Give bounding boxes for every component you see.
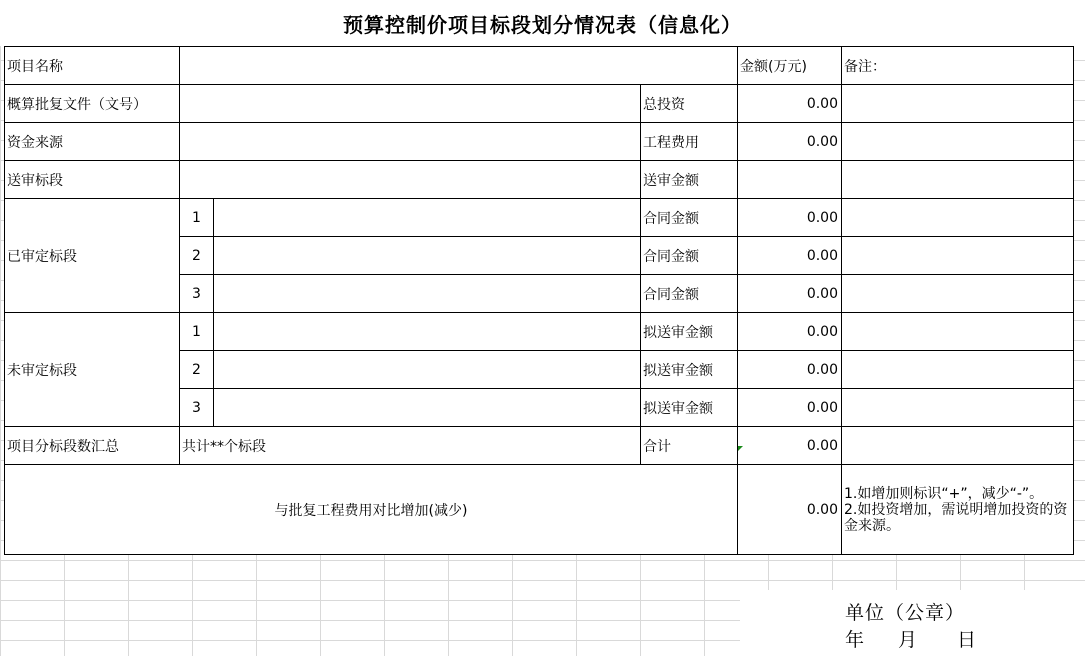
date-day: 日: [957, 629, 977, 651]
label-approval-doc[interactable]: 概算批复文件（文号）: [5, 85, 180, 123]
value-project-name[interactable]: [180, 47, 738, 85]
item-total-investment[interactable]: 总投资: [641, 85, 738, 123]
item-engineering-cost[interactable]: 工程费用: [641, 123, 738, 161]
signature-unit: 单位（公章）: [845, 602, 966, 624]
amount-planned[interactable]: 0.00: [738, 351, 842, 389]
unapproved-index[interactable]: 1: [180, 313, 214, 351]
amount-planned[interactable]: 0.00: [738, 389, 842, 427]
remark-cell[interactable]: [842, 427, 1074, 465]
item-submitted-amount[interactable]: 送审金额: [641, 161, 738, 199]
label-submitted-section[interactable]: 送审标段: [5, 161, 180, 199]
row-summary: [5, 427, 1074, 465]
remark-cell[interactable]: [842, 275, 1074, 313]
amount-comparison[interactable]: 0.00: [738, 465, 842, 555]
remark-cell[interactable]: [842, 389, 1074, 427]
approved-index[interactable]: 2: [180, 237, 214, 275]
row-approved-1: [5, 199, 1074, 237]
item-planned-amount[interactable]: 拟送审金额: [641, 389, 738, 427]
approved-section-name[interactable]: [214, 199, 641, 237]
header-remark[interactable]: 备注：: [842, 47, 1074, 85]
approved-index[interactable]: 3: [180, 275, 214, 313]
amount-planned[interactable]: 0.00: [738, 313, 842, 351]
remark-cell[interactable]: [842, 313, 1074, 351]
budget-table: [4, 46, 1074, 555]
unapproved-section-name[interactable]: [214, 389, 641, 427]
note-comparison[interactable]: 1.如增加则标识“+”，减少“-”。 2.如投资增加，需说明增加投资的资金来源。: [842, 465, 1074, 555]
remark-cell[interactable]: [842, 237, 1074, 275]
remark-cell[interactable]: [842, 199, 1074, 237]
amount-total-investment[interactable]: 0.00: [738, 85, 842, 123]
approved-index[interactable]: 1: [180, 199, 214, 237]
label-fund-source[interactable]: 资金来源: [5, 123, 180, 161]
item-contract-amount[interactable]: 合同金额: [641, 237, 738, 275]
cell-comment-indicator: [738, 446, 743, 451]
unapproved-index[interactable]: 3: [180, 389, 214, 427]
item-contract-amount[interactable]: 合同金额: [641, 275, 738, 313]
item-planned-amount[interactable]: 拟送审金额: [641, 313, 738, 351]
signature-date: [845, 625, 976, 652]
remark-cell[interactable]: [842, 351, 1074, 389]
label-summary[interactable]: 项目分标段数汇总: [5, 427, 180, 465]
date-month: 月: [898, 629, 918, 651]
amount-contract[interactable]: 0.00: [738, 237, 842, 275]
amount-submitted[interactable]: [738, 161, 842, 199]
approved-section-name[interactable]: [214, 275, 641, 313]
amount-engineering-cost[interactable]: 0.00: [738, 123, 842, 161]
header-amount[interactable]: 金额(万元): [738, 47, 842, 85]
label-project-name[interactable]: 项目名称: [5, 47, 180, 85]
unapproved-index[interactable]: 2: [180, 351, 214, 389]
value-approval-doc[interactable]: [180, 85, 641, 123]
value-fund-source[interactable]: [180, 123, 641, 161]
item-contract-amount[interactable]: 合同金额: [641, 199, 738, 237]
value-submitted-section[interactable]: [180, 161, 641, 199]
row-comparison: [5, 465, 1074, 555]
value-summary[interactable]: 共计**个标段: [180, 427, 641, 465]
label-comparison[interactable]: 与批复工程费用对比增加(减少): [5, 465, 738, 555]
label-approved-sections[interactable]: 已审定标段: [5, 199, 180, 313]
remark-cell[interactable]: [842, 85, 1074, 123]
amount-total[interactable]: 0.00: [738, 427, 842, 465]
date-year: 年: [845, 629, 865, 651]
amount-contract[interactable]: 0.00: [738, 199, 842, 237]
unapproved-section-name[interactable]: [214, 313, 641, 351]
row-fund-source: [5, 123, 1074, 161]
item-total[interactable]: 合计: [641, 427, 738, 465]
remark-cell[interactable]: [842, 123, 1074, 161]
row-unapproved-1: [5, 313, 1074, 351]
label-unapproved-sections[interactable]: 未审定标段: [5, 313, 180, 427]
approved-section-name[interactable]: [214, 237, 641, 275]
row-project-name: [5, 47, 1074, 85]
item-planned-amount[interactable]: 拟送审金额: [641, 351, 738, 389]
remark-cell[interactable]: [842, 161, 1074, 199]
row-approval-doc: [5, 85, 1074, 123]
row-submitted-section: [5, 161, 1074, 199]
unapproved-section-name[interactable]: [214, 351, 641, 389]
amount-contract[interactable]: 0.00: [738, 275, 842, 313]
sheet-title: 预算控制价项目标段划分情况表（信息化）: [0, 10, 1085, 40]
